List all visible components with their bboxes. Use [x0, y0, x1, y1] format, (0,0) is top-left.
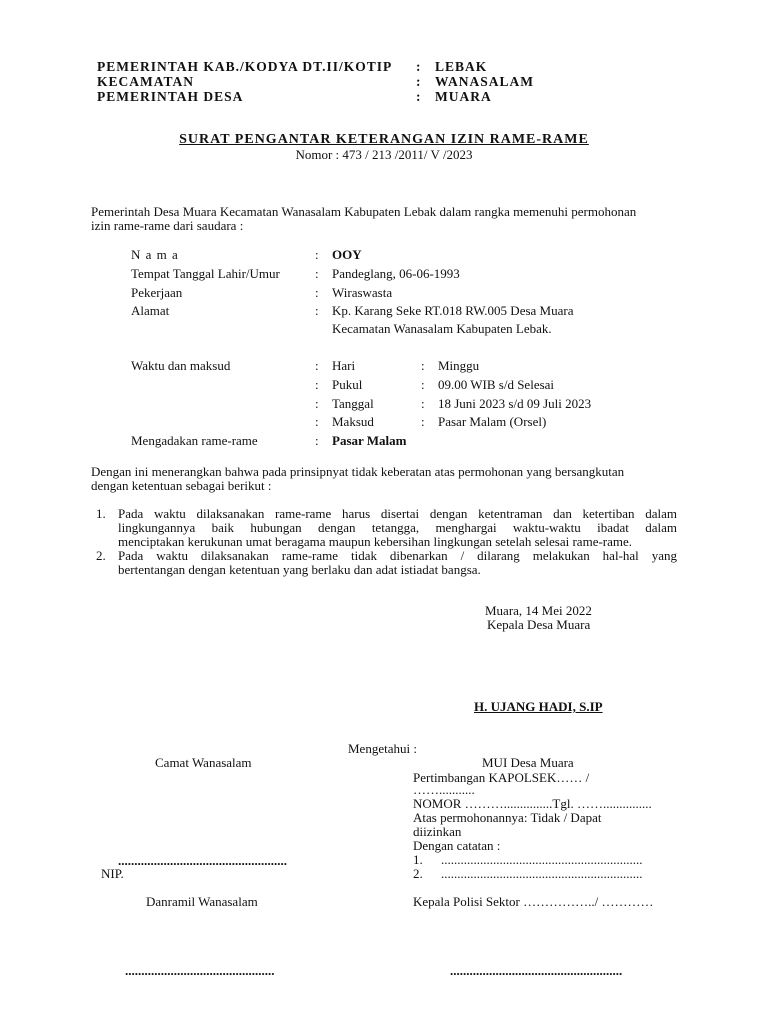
- kapolsek-nomor-line: NOMOR ………...............Tgl. ……...............: [413, 796, 652, 811]
- condition-1-line-1: Pada waktu dilaksanakan rame-rame harus disertai dengan ketentraman dan ketertiban dalam: [118, 506, 677, 521]
- document-number: Nomor : 473 / 213 /2011/ V /2023: [295, 147, 473, 162]
- intro-line-2: izin rame-rame dari saudara :: [91, 218, 244, 233]
- field-label-waktu: Waktu dan maksud: [131, 358, 231, 373]
- header-label-kabupaten: PEMERINTAH KAB./KODYA DT.II/KOTIP: [97, 59, 393, 74]
- field-colon: :: [315, 433, 319, 448]
- header-label-desa: PEMERINTAH DESA: [97, 89, 244, 104]
- kapolsek-signature-dots: .....................................................: [450, 963, 623, 978]
- condition-1-line-2: lingkungannya baik hubungan dengan tetangga, menghargai waktu-waktu ibadat dalam: [118, 520, 677, 535]
- field-colon: :: [315, 266, 319, 281]
- catatan-dots: ..............................................................: [441, 866, 643, 881]
- field-label-pekerjaan: Pekerjaan: [131, 285, 183, 300]
- kapolsek-catatan: Dengan catatan :: [413, 838, 501, 853]
- header-value-desa: MUARA: [435, 89, 492, 104]
- sign-name: H. UJANG HADI, S.IP: [474, 699, 603, 714]
- schedule-colon: :: [421, 358, 425, 373]
- catatan-number: 1.: [413, 852, 423, 867]
- catatan-dots: ..............................................................: [441, 852, 643, 867]
- catatan-number: 2.: [413, 866, 423, 881]
- sign-position: Kepala Desa Muara: [487, 617, 591, 632]
- approval-mui: MUI Desa Muara: [482, 755, 574, 770]
- field-value-alamat-2: Kecamatan Wanasalam Kabupaten Lebak.: [332, 321, 552, 336]
- schedule-colon: :: [315, 396, 319, 411]
- condition-2-line-2: bertentangan dengan ketentuan yang berlaku dan adat istiadat bangsa.: [118, 562, 481, 577]
- field-label-nama: N a m a: [131, 247, 179, 262]
- schedule-colon: :: [315, 358, 319, 373]
- schedule-value-hari: Minggu: [438, 358, 480, 373]
- schedule-colon: :: [421, 414, 425, 429]
- header-colon: :: [416, 59, 422, 74]
- schedule-colon: :: [315, 414, 319, 429]
- field-colon: :: [315, 247, 319, 262]
- approval-camat: Camat Wanasalam: [155, 755, 252, 770]
- schedule-key-pukul: Pukul: [332, 377, 363, 392]
- approval-kapolsek-sign: Kepala Polisi Sektor ……………../ …………: [413, 894, 654, 909]
- approval-mengetahui: Mengetahui :: [348, 741, 417, 756]
- field-value-pekerjaan: Wiraswasta: [332, 285, 393, 300]
- kapolsek-atas-line-2: diizinkan: [413, 824, 462, 839]
- approval-danramil: Danramil Wanasalam: [146, 894, 258, 909]
- schedule-key-maksud: Maksud: [332, 414, 374, 429]
- schedule-colon: :: [315, 377, 319, 392]
- condition-number: 2.: [96, 548, 106, 563]
- header-label-kecamatan: KECAMATAN: [97, 74, 194, 89]
- schedule-colon: :: [421, 377, 425, 392]
- camat-nip: NIP.: [101, 866, 124, 881]
- field-value-alamat-1: Kp. Karang Seke RT.018 RW.005 Desa Muara: [332, 303, 574, 318]
- statement-line-1: Dengan ini menerangkan bahwa pada prinsipnyat tidak keberatan atas permohonan yang bersangkutan: [91, 464, 625, 479]
- header-colon: :: [416, 74, 422, 89]
- condition-1-line-3: menciptakan kerukunan umat beragama maupun kebersihan lingkungan setelah selesai rame-rame.: [118, 534, 633, 549]
- field-value-nama: OOY: [332, 247, 362, 262]
- camat-signature-dots: ....................................................: [118, 853, 287, 868]
- field-colon: :: [315, 303, 319, 318]
- schedule-key-tanggal: Tanggal: [332, 396, 374, 411]
- sign-place-date: Muara, 14 Mei 2022: [485, 603, 592, 618]
- danramil-signature-dots: ..............................................: [125, 963, 275, 978]
- field-colon: :: [315, 285, 319, 300]
- condition-number: 1.: [96, 506, 106, 521]
- kapolsek-line-1: Pertimbangan KAPOLSEK…… /: [413, 770, 590, 785]
- intro-line-1: Pemerintah Desa Muara Kecamatan Wanasalam Kabupaten Lebak dalam rangka memenuhi permohonan: [91, 204, 637, 219]
- statement-line-2: dengan ketentuan sebagai berikut :: [91, 478, 272, 493]
- schedule-value-pukul: 09.00 WIB s/d Selesai: [438, 377, 555, 392]
- header-value-kecamatan: WANASALAM: [435, 74, 535, 89]
- field-label-ttl: Tempat Tanggal Lahir/Umur: [131, 266, 280, 281]
- schedule-colon: :: [421, 396, 425, 411]
- field-value-mengadakan: Pasar Malam: [332, 433, 407, 448]
- schedule-value-tanggal: 18 Juni 2023 s/d 09 Juli 2023: [438, 396, 592, 411]
- kapolsek-line-2: ……...........: [413, 782, 475, 797]
- schedule-value-maksud: Pasar Malam (Orsel): [438, 414, 547, 429]
- field-value-ttl: Pandeglang, 06-06-1993: [332, 266, 460, 281]
- header-colon: :: [416, 89, 422, 104]
- field-label-mengadakan: Mengadakan rame-rame: [131, 433, 258, 448]
- condition-2-line-1: Pada waktu dilaksanakan rame-rame tidak dibenarkan / dilarang melakukan hal-hal yang: [118, 548, 677, 563]
- schedule-key-hari: Hari: [332, 358, 356, 373]
- header-value-kabupaten: LEBAK: [435, 59, 488, 74]
- document-title: SURAT PENGANTAR KETERANGAN IZIN RAME-RAME: [179, 132, 589, 147]
- field-label-alamat: Alamat: [131, 303, 170, 318]
- kapolsek-atas-line-1: Atas permohonannya: Tidak / Dapat: [413, 810, 602, 825]
